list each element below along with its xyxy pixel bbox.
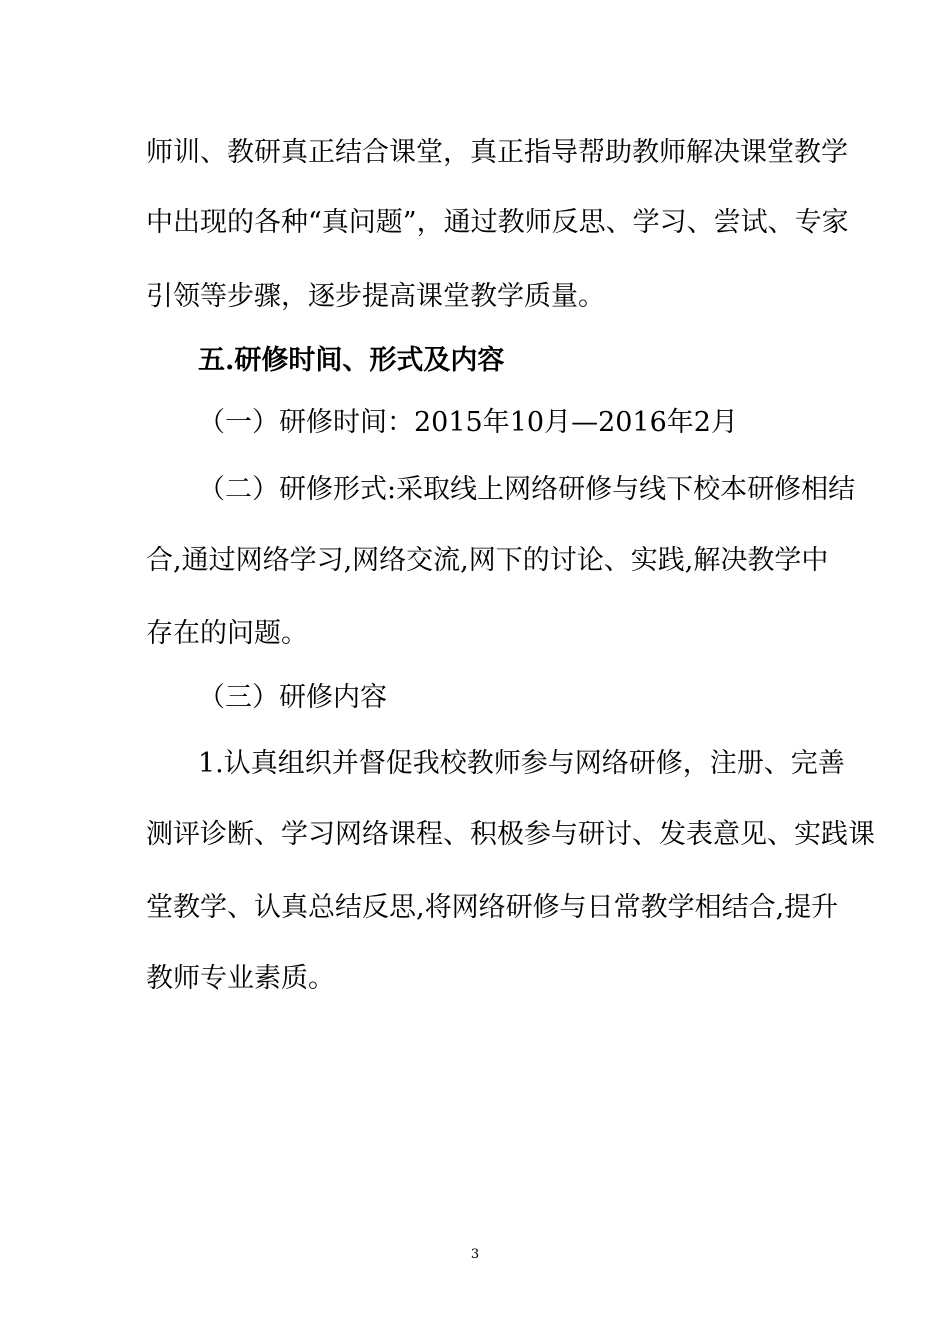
section-heading: 五.研修时间、形式及内容 — [198, 345, 505, 376]
paragraph-line: 中出现的各种“真问题”，通过教师反思、学习、尝试、专家 — [146, 207, 849, 238]
paragraph-line: 合,通过网络学习,网络交流,网下的讨论、实践,解决教学中 — [146, 545, 829, 576]
paragraph-line: 教师专业素质。 — [146, 963, 335, 994]
paragraph-line: 师训、教研真正结合课堂，真正指导帮助教师解决课堂教学 — [146, 137, 848, 168]
page-number: 3 — [470, 1247, 480, 1262]
paragraph-line: 存在的问题。 — [146, 618, 308, 649]
paragraph-line: 测评诊断、学习网络课程、积极参与研讨、发表意见、实践课 — [146, 819, 875, 850]
subsection-heading: （三）研修内容 — [198, 682, 387, 713]
paragraph-line: （二）研修形式:采取线上网络研修与线下校本研修相结 — [198, 474, 856, 505]
paragraph-line: 引领等步骤，逐步提高课堂教学质量。 — [146, 281, 605, 312]
paragraph-line: 堂教学、认真总结反思,将网络研修与日常教学相结合,提升 — [146, 892, 839, 923]
paragraph-line: 1.认真组织并督促我校教师参与网络研修，注册、完善 — [198, 748, 845, 779]
paragraph-line: （一）研修时间：2015年10月—2016年2月 — [198, 407, 738, 438]
